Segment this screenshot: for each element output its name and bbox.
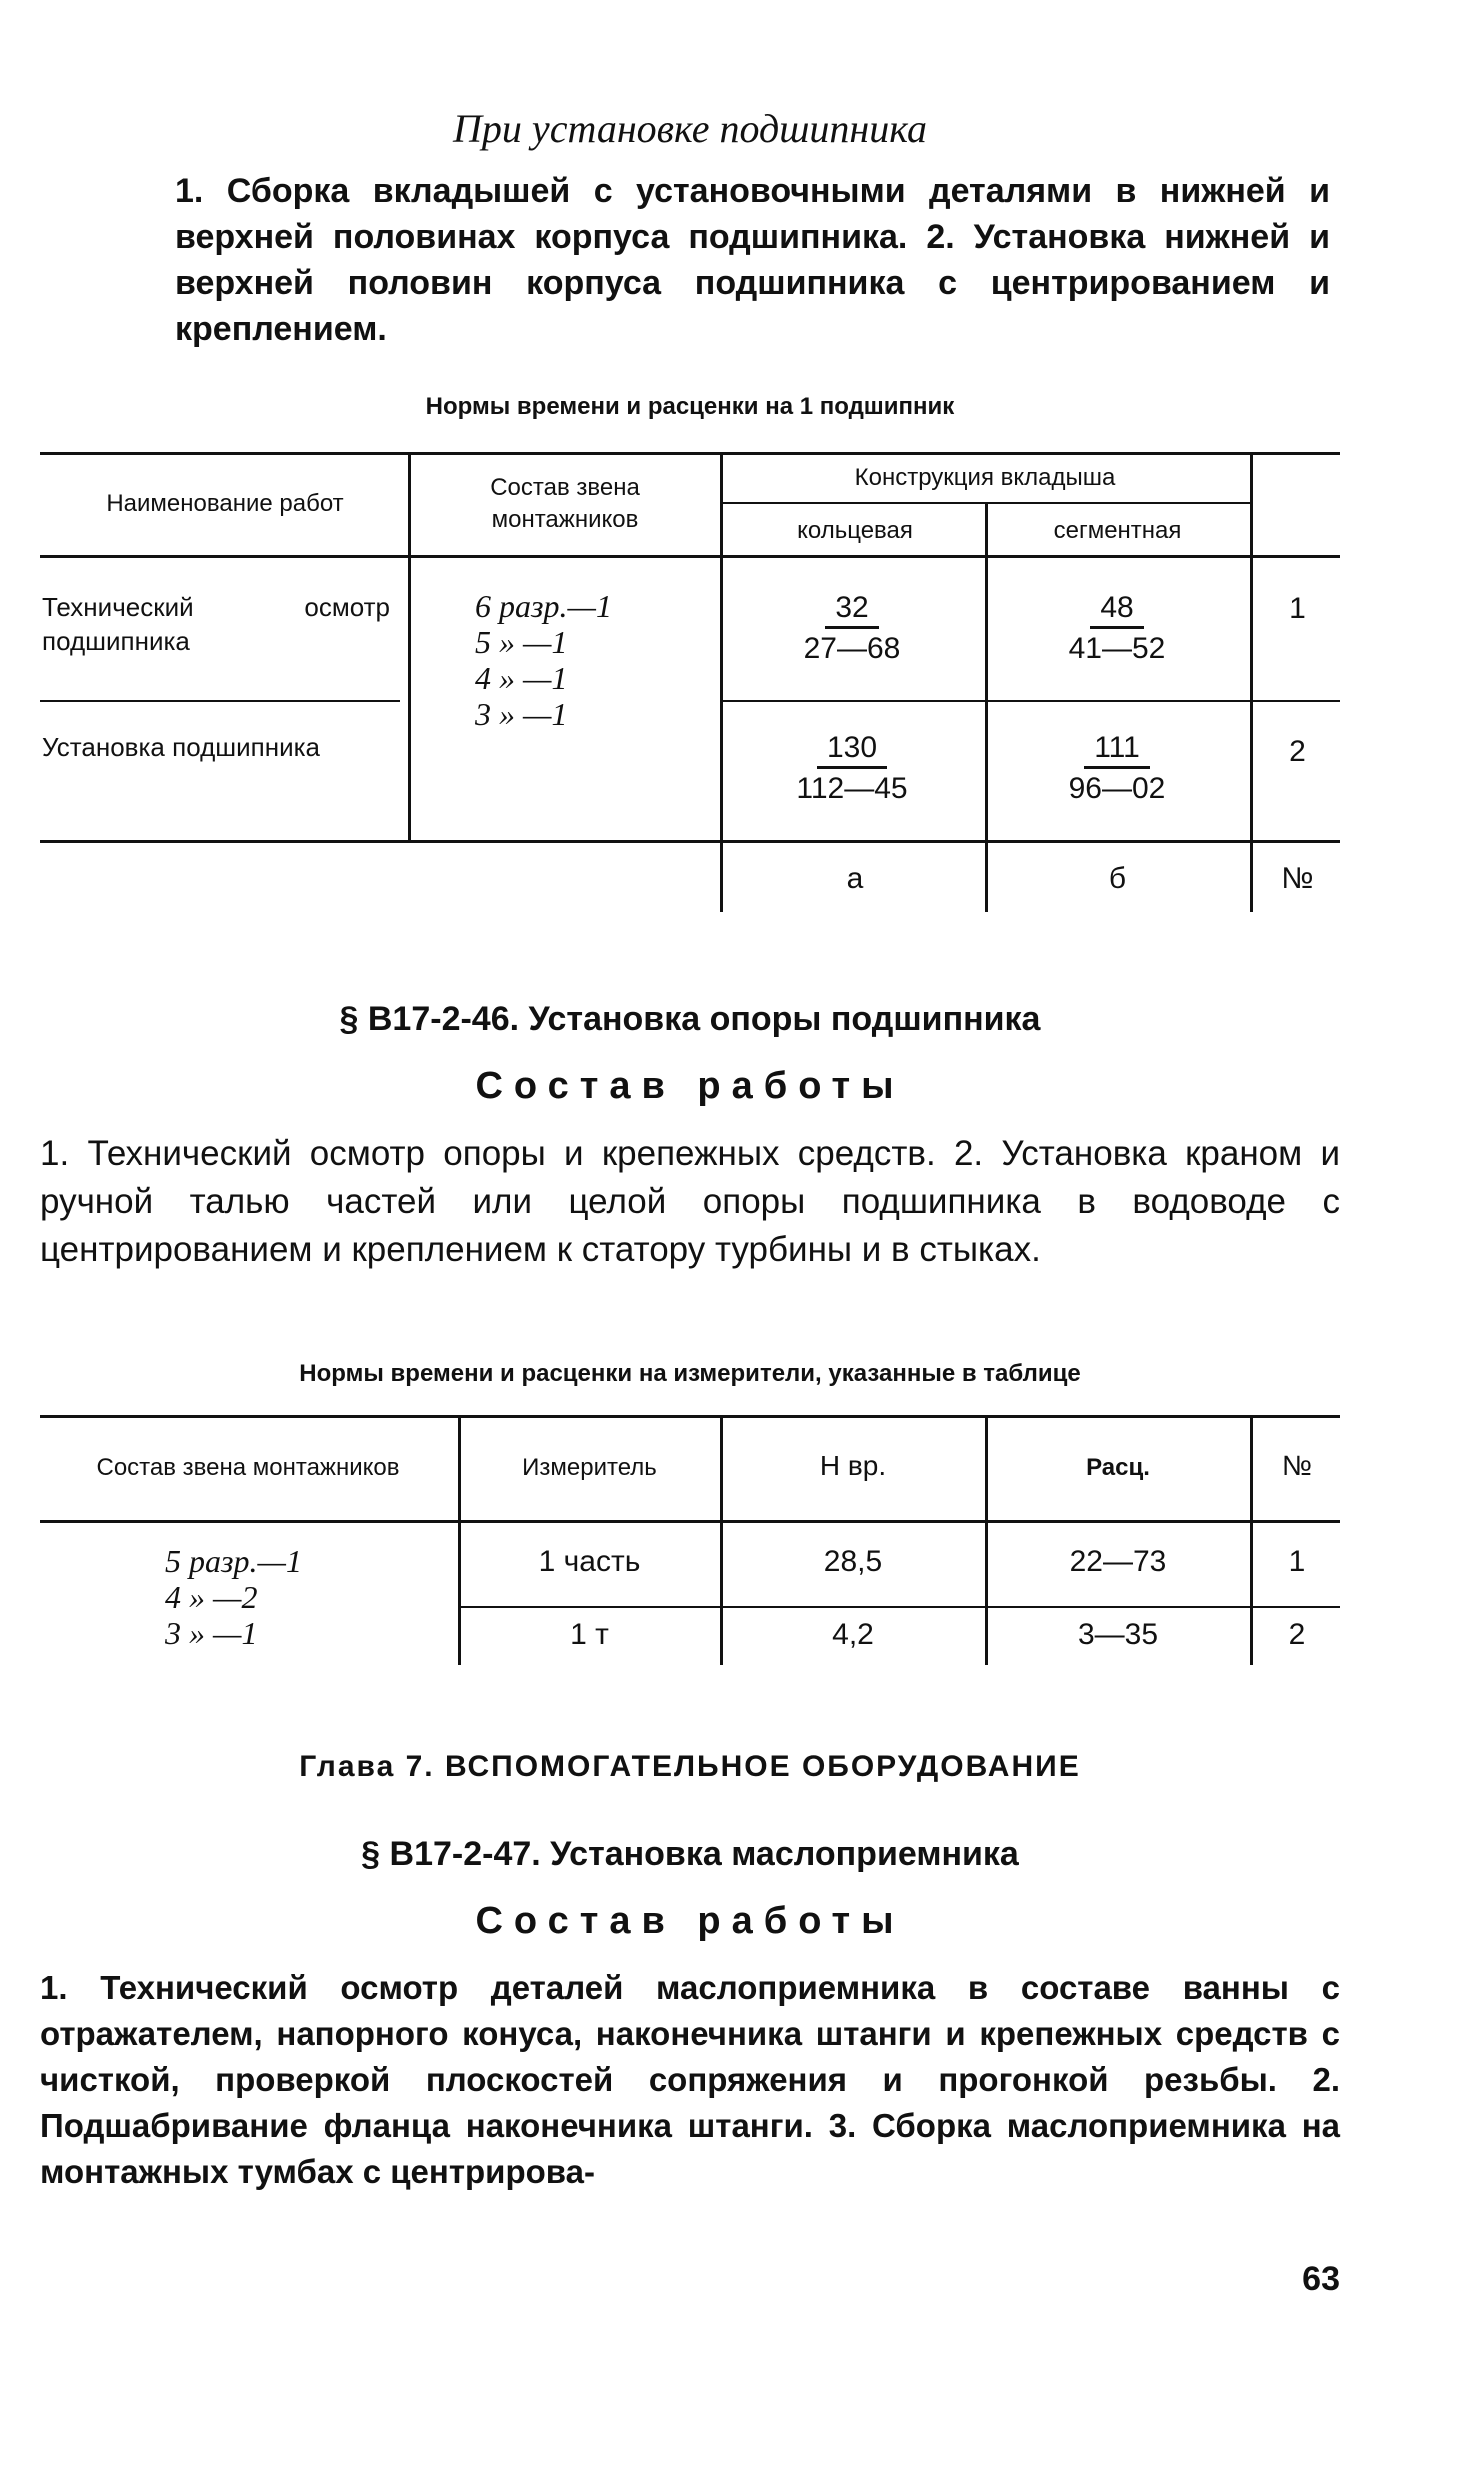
- table2-row2-time: 4,2: [832, 1618, 874, 1651]
- section46-subtitle: Состав работы: [475, 1065, 905, 1107]
- norm-time: 130: [817, 730, 887, 769]
- intro-heading: При установке подшипника: [453, 106, 927, 151]
- table2-crew-line: 5 разр.—1: [165, 1543, 302, 1579]
- table2-row1-price: 22—73: [1069, 1545, 1167, 1578]
- section47-subtitle: Состав работы: [475, 1900, 905, 1942]
- table1-vline-2: [720, 452, 723, 912]
- table2-vline-3: [985, 1415, 988, 1665]
- table1-row-rule-right: [720, 700, 1340, 702]
- table1-top-rule: [40, 452, 1340, 455]
- table2-row2-unit: 1 т: [570, 1618, 609, 1651]
- table2-crew: [165, 1543, 365, 1651]
- section46-title: § В17-2-46. Установка опоры подшипника: [339, 1000, 1041, 1038]
- table1-row2-segment: [1017, 730, 1217, 809]
- table2-crew-line: 4 » —2: [165, 1579, 258, 1615]
- table2-row1-no: 1: [1288, 1545, 1306, 1578]
- table2-top-rule: [40, 1415, 1340, 1418]
- table1-header-name: Наименование работ: [106, 490, 344, 517]
- table1-crew: [475, 588, 675, 732]
- table1-bottom-rule: [40, 840, 1340, 843]
- table1-crew-line: 4 » —1: [475, 660, 568, 696]
- table2-row2-no: 2: [1288, 1618, 1306, 1651]
- table2-header-unit: Измеритель: [522, 1454, 657, 1481]
- norm-time: 111: [1084, 730, 1150, 769]
- table1-header-construction: Конструкция вкладыша: [854, 464, 1116, 491]
- table2-row2-price: 3—35: [1077, 1618, 1159, 1651]
- table1-row1-segment: [1017, 590, 1217, 669]
- table1-row1-no: 1: [1289, 592, 1306, 625]
- table2-row1-time: 28,5: [823, 1545, 883, 1578]
- table1-header-crew: Состав звена монтажников: [490, 474, 640, 533]
- chapter-title: Глава 7. ВСПОМОГАТЕЛЬНОЕ ОБОРУДОВАНИЕ: [299, 1750, 1081, 1783]
- table1-crew-line: 5 » —1: [475, 624, 568, 660]
- table1-caption: Нормы времени и расценки на 1 подшипник: [425, 393, 955, 420]
- table1-header-ring: кольцевая: [797, 517, 913, 544]
- table2-header-time: Н вр.: [819, 1450, 887, 1481]
- table2-header-rule: [40, 1520, 1340, 1523]
- section46-text: 1. Технический осмотр опоры и крепежных средств. 2. Установка краном и ручной талью частей или целой опоры подшипника в водоводе с центрированием и креплением к статору турбины и в стыках.: [40, 1134, 1340, 1269]
- section47-text: 1. Технический осмотр деталей маслоприемника в составе ванны с отражателем, напорного конуса, наконечника штанги и крепежных средств с чисткой, проверкой плоскостей сопряжения и прогонкой резьбы. 2. Подшабривание фланца наконечника штанги. 3. Сборка маслоприемника на монтажных тумбах с центрирова-: [40, 1969, 1340, 2190]
- price: 27—68: [803, 632, 901, 665]
- table1-row1-ring: [752, 590, 952, 669]
- table2-header-crew: Состав звена монтажников: [96, 1454, 400, 1481]
- table1-vline-3: [985, 502, 988, 912]
- table1-row-rule-left: [40, 700, 400, 702]
- table1-header-rule: [40, 555, 1340, 558]
- price: 96—02: [1068, 772, 1166, 805]
- table2-crew-line: 3 » —1: [165, 1615, 258, 1651]
- section47-title: § В17-2-47. Установка маслоприемника: [361, 1835, 1019, 1873]
- table1-row2-no: 2: [1289, 735, 1306, 768]
- table2-vline-2: [720, 1415, 723, 1665]
- table2-header-no: №: [1281, 1450, 1313, 1481]
- table1-vline-4: [1250, 452, 1253, 912]
- intro-text: 1. Сборка вкладышей с установочными деталями в нижней и верхней половинах корпуса подшипника. 2. Установка нижней и верхней половин корпуса подшипника с центрированием и креплением.: [175, 172, 1330, 348]
- table1-header-segment: сегментная: [1053, 517, 1182, 544]
- table1-row2-name: Установка подшипника: [42, 732, 321, 762]
- table2-vline-4: [1250, 1415, 1253, 1665]
- table2-row1-unit: 1 часть: [538, 1545, 641, 1578]
- table1-crew-line: 6 разр.—1: [475, 588, 612, 624]
- table1-row1-name: Технический осмотр подшипника: [42, 592, 390, 656]
- table2-vline-1: [458, 1415, 461, 1665]
- table2-row-rule: [458, 1606, 1340, 1608]
- table2-header-price: Расц.: [1086, 1454, 1150, 1481]
- norm-time: 32: [825, 590, 878, 629]
- table1-footer-a: а: [846, 862, 864, 895]
- table1-footer-no: №: [1281, 862, 1314, 895]
- table2-caption: Нормы времени и расценки на измерители, указанные в таблице: [299, 1360, 1081, 1387]
- table1-vline-1: [408, 452, 411, 842]
- table1-crew-line: 3 » —1: [475, 696, 568, 732]
- table1-row2-ring: [752, 730, 952, 809]
- price: 41—52: [1068, 632, 1166, 665]
- price: 112—45: [796, 772, 908, 805]
- page-number: 63: [1302, 2260, 1340, 2298]
- table1-footer-b: б: [1108, 862, 1127, 895]
- norm-time: 48: [1090, 590, 1143, 629]
